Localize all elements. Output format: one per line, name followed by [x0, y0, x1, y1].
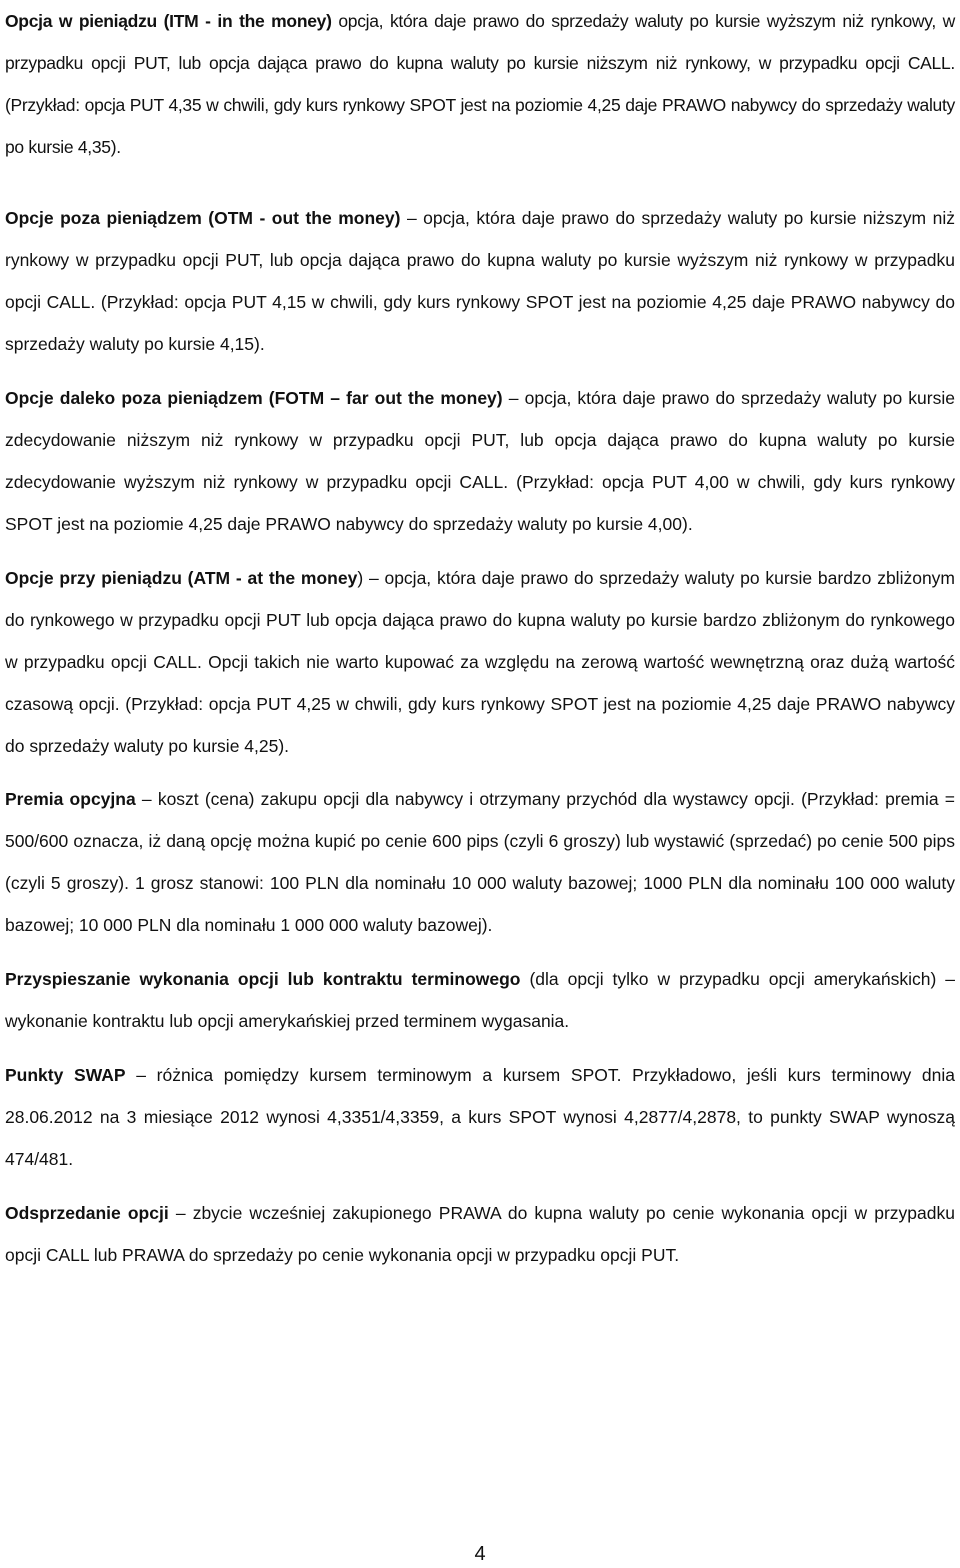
entry-term: Opcja w pieniądzu (ITM - in the money)	[5, 11, 332, 31]
entry-term: Przyspieszanie wykonania opcji lub kontraktu terminowego	[5, 969, 521, 989]
entry-term: Opcje daleko poza pieniądzem (FOTM – far out the money)	[5, 388, 503, 408]
entry-definition: opcja, która daje prawo do sprzedaży waluty po kursie wyższym niż rynkowy, w przypadku opcji PUT, lub opcja dająca prawo do kupna waluty po kursie niższym niż rynkowy, w przypadku opcji CALL. (Przykład: opcja PUT 4,35 w chwili, gdy kurs rynkowy SPOT jest na poziomie 4,25 daje PRAWO nabywcy do sprzedaży waluty po kursie 4,35).	[5, 11, 955, 157]
glossary-entries	[5, 0, 955, 1276]
glossary-entry-przyspieszanie	[5, 958, 955, 1042]
entry-definition: – zbycie wcześniej zakupionego PRAWA do kupna waluty po cenie wykonania opcji w przypadku opcji CALL lub PRAWA do sprzedaży po cenie wykonania opcji w przypadku opcji PUT.	[5, 1203, 955, 1265]
glossary-entry-otm	[5, 197, 955, 365]
entry-term: Opcje przy pieniądzu (ATM - at the money	[5, 568, 358, 588]
entry-definition: – opcja, która daje prawo do sprzedaży waluty po kursie zdecydowanie niższym niż rynkowy w przypadku opcji PUT, lub opcja dająca prawo do kupna waluty po kursie zdecydowanie wyższym niż rynkowy w przypadku opcji CALL. (Przykład: opcja PUT 4,00 w chwili, gdy kurs rynkowy SPOT jest na poziomie 4,25 daje PRAWO nabywcy do sprzedaży waluty po kursie 4,00).	[5, 388, 955, 534]
entry-definition: ) – opcja, która daje prawo do sprzedaży waluty po kursie bardzo zbliżonym do rynkowego w przypadku opcji PUT lub opcja dająca prawo do kupna waluty po kursie bardzo zbliżonym do rynkowego w przypadku opcji CALL. Opcji takich nie warto kupować za względu na zerową wartość wewnętrzną oraz dużą wartość czasową opcji. (Przykład: opcja PUT 4,25 w chwili, gdy kurs rynkowy SPOT jest na poziomie 4,25 daje PRAWO nabywcy do sprzedaży waluty po kursie 4,25).	[5, 568, 956, 756]
entry-definition: – opcja, która daje prawo do sprzedaży waluty po kursie niższym niż rynkowy w przypadku opcji PUT, lub opcja dająca prawo do kupna waluty po kursie wyższym niż rynkowy w przypadku opcji CALL. (Przykład: opcja PUT 4,15 w chwili, gdy kurs rynkowy SPOT jest na poziomie 4,25 daje PRAWO nabywcy do sprzedaży waluty po kursie 4,15).	[5, 208, 955, 354]
glossary-entry-fotm	[5, 377, 955, 545]
entry-term: Odsprzedanie opcji	[5, 1203, 169, 1223]
entry-term: Premia opcyjna	[5, 789, 136, 809]
glossary-entry-odsprzedanie	[5, 1192, 955, 1276]
entry-definition: – różnica pomiędzy kursem terminowym a kursem SPOT. Przykładowo, jeśli kurs terminowy dnia 28.06.2012 na 3 miesiące 2012 wynosi 4,3351/4,3359, a kurs SPOT wynosi 4,2877/4,2878, to punkty SWAP wynoszą 474/481.	[5, 1065, 955, 1169]
entry-term: Opcje poza pieniądzem (OTM - out the money)	[5, 208, 401, 228]
glossary-entry-atm	[5, 557, 955, 767]
page-number: 4	[474, 1543, 486, 1565]
entry-term: Punkty SWAP	[5, 1065, 126, 1085]
glossary-entry-swap	[5, 1054, 955, 1180]
entry-definition: – koszt (cena) zakupu opcji dla nabywcy i otrzymany przychód dla wystawcy opcji. (Przykład: premia = 500/600 oznacza, iż daną opcję można kupić po cenie 600 pips (czyli 6 groszy) lub wystawić (sprzedać) po cenie 500 pips (czyli 5 groszy). 1 grosz stanowi: 100 PLN dla nominału 10 000 waluty bazowej; 1000 PLN dla nominału 100 000 waluty bazowej; 10 000 PLN dla nominału 1 000 000 waluty bazowej).	[5, 789, 955, 935]
entry-definition: (dla opcji tylko w przypadku opcji amerykańskich) – wykonanie kontraktu lub opcji amerykańskiej przed terminem wygasania.	[5, 969, 955, 1031]
glossary-entry-itm	[5, 0, 955, 168]
glossary-entry-premia	[5, 778, 955, 946]
